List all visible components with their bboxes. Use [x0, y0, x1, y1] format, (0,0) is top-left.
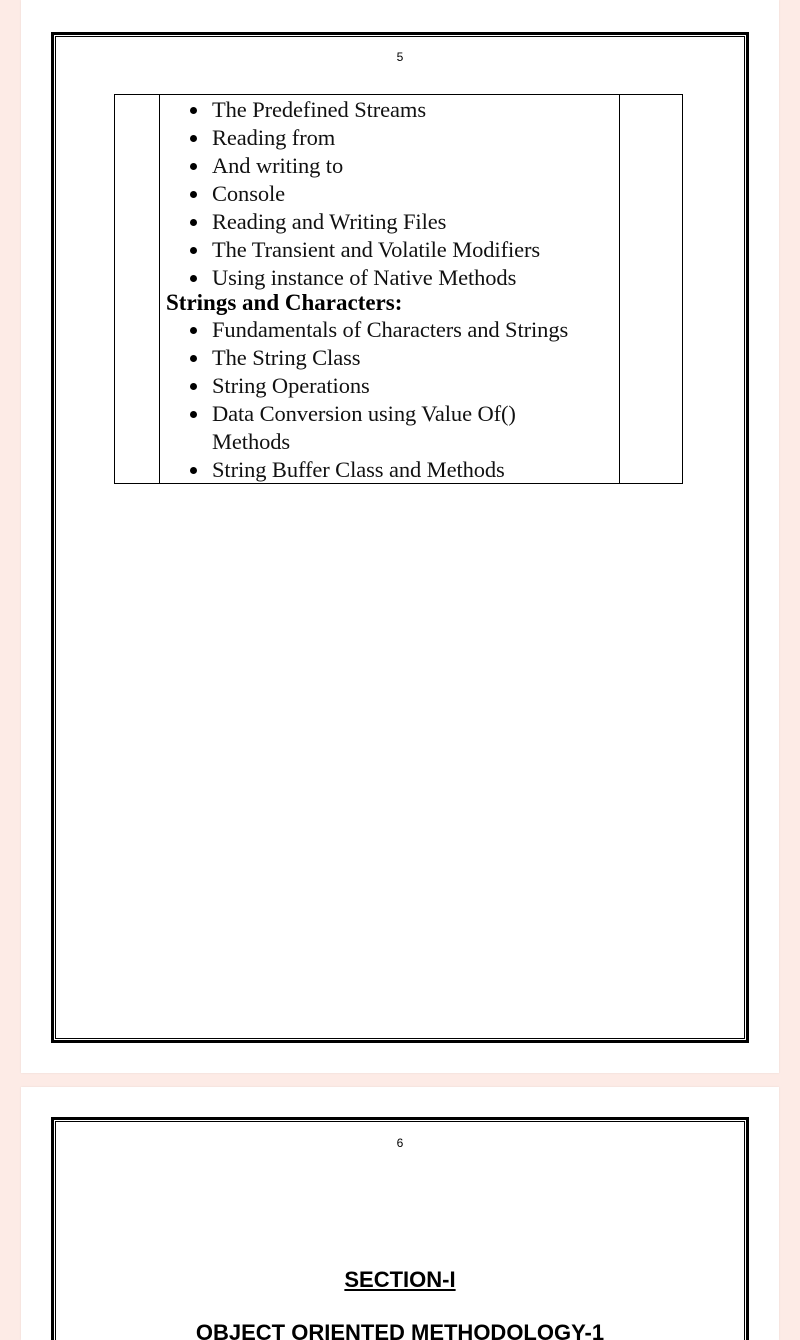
bullet-icon — [190, 275, 197, 282]
list-item-continuation: Methods — [212, 429, 291, 454]
io-topic-list — [160, 96, 619, 292]
list-item: Fundamentals of Characters and Strings — [160, 316, 619, 344]
list-item: Reading and Writing Files — [160, 208, 619, 236]
section-heading: SECTION-I — [344, 1267, 456, 1292]
hours-column — [619, 95, 682, 483]
topics-column — [160, 95, 619, 483]
strings-topic-list — [160, 316, 619, 484]
list-item: Reading from — [160, 124, 619, 152]
page-number: 6 — [396, 1136, 404, 1150]
bullet-icon — [190, 163, 197, 170]
bullet-icon — [190, 135, 197, 142]
subheading: Strings and Characters: — [166, 290, 403, 315]
list-item: The String Class — [160, 344, 619, 372]
list-item: And writing to — [160, 152, 619, 180]
bullet-icon — [190, 247, 197, 254]
list-item: Data Conversion using Value Of() — [160, 400, 619, 428]
syllabus-table — [114, 94, 683, 484]
page-border — [51, 1117, 749, 1340]
section-subject-title: OBJECT ORIENTED METHODOLOGY-1 — [195, 1320, 605, 1340]
page-border — [51, 32, 749, 1043]
list-item: The Predefined Streams — [160, 96, 619, 124]
bullet-icon — [190, 219, 197, 226]
bullet-icon — [190, 327, 197, 334]
list-item: String Operations — [160, 372, 619, 400]
bullet-icon — [190, 107, 197, 114]
page-number: 5 — [396, 50, 404, 64]
list-item: The Transient and Volatile Modifiers — [160, 236, 619, 264]
page-5 — [21, 0, 779, 1073]
list-item: Console — [160, 180, 619, 208]
bullet-icon — [190, 191, 197, 198]
bullet-icon — [190, 467, 197, 474]
bullet-icon — [190, 383, 197, 390]
bullet-icon — [190, 355, 197, 362]
page-6 — [21, 1087, 779, 1340]
list-item: String Buffer Class and Methods — [160, 456, 619, 484]
list-item: Using instance of Native Methods — [160, 264, 619, 292]
unit-column — [115, 95, 160, 483]
bullet-icon — [190, 411, 197, 418]
